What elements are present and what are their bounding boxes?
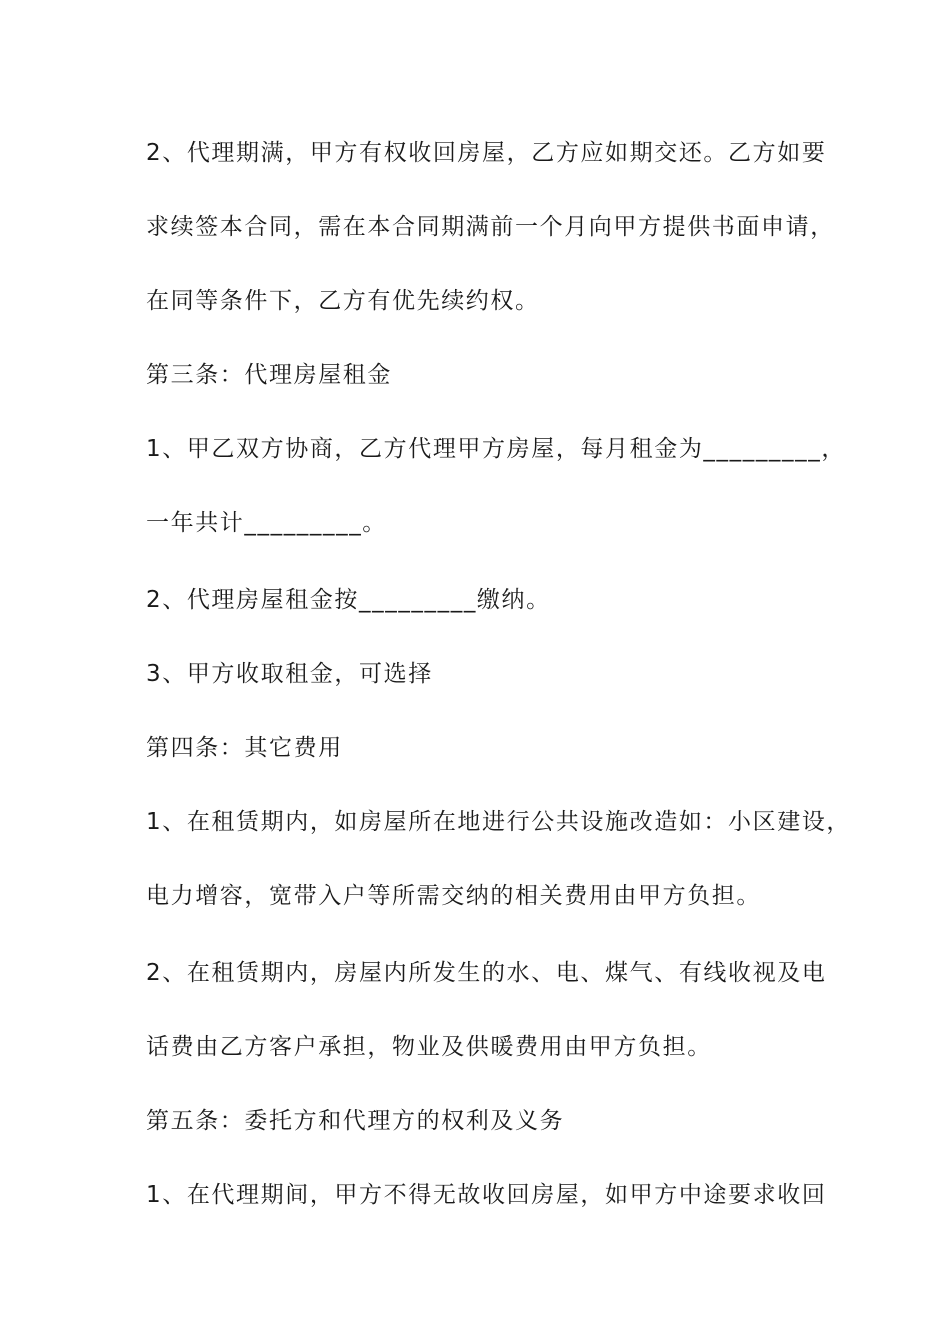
- paragraph-line: 话费由乙方客户承担，物业及供暖费用由甲方负担。: [146, 1034, 712, 1060]
- paragraph-line: 2、在租赁期内，房屋内所发生的水、电、煤气、有线收视及电: [146, 960, 827, 986]
- paragraph-line: 3、甲方收取租金，可选择: [146, 661, 433, 687]
- paragraph-line: 求续签本合同，需在本合同期满前一个月向甲方提供书面申请，: [146, 214, 835, 240]
- paragraph-line: 在同等条件下，乙方有优先续约权。: [146, 288, 540, 314]
- section-heading: 第三条：代理房屋租金: [146, 362, 392, 388]
- paragraph-line: 1、在租赁期内，如房屋所在地进行公共设施改造如：小区建设，: [146, 809, 852, 835]
- paragraph-line: 1、甲乙双方协商，乙方代理甲方房屋，每月租金为_________，: [146, 436, 846, 462]
- section-heading: 第五条：委托方和代理方的权利及义务: [146, 1108, 565, 1134]
- paragraph-line: 2、代理期满，甲方有权收回房屋，乙方应如期交还。乙方如要: [146, 140, 827, 166]
- paragraph-line: 2、代理房屋租金按_________缴纳。: [146, 587, 551, 613]
- paragraph-line: 1、在代理期间，甲方不得无故收回房屋，如甲方中途要求收回: [146, 1182, 827, 1208]
- paragraph-line: 电力增容，宽带入户等所需交纳的相关费用由甲方负担。: [146, 883, 761, 909]
- paragraph-line: 一年共计_________。: [146, 510, 387, 536]
- section-heading: 第四条：其它费用: [146, 735, 343, 761]
